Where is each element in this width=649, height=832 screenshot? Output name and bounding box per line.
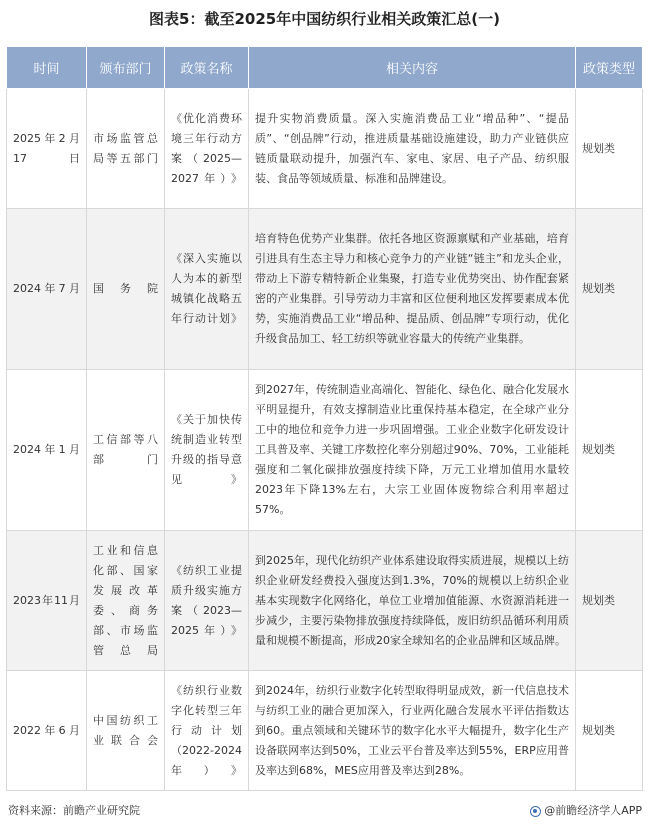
brand-logo-icon	[530, 806, 541, 817]
table-header-row	[7, 47, 643, 89]
cell-policy-name: 《优化消费环境三年行动方案（2025—2027年）》	[165, 89, 249, 209]
footer	[8, 801, 642, 821]
cell-time: 2024年1月	[7, 370, 87, 531]
brand-label: @前瞻经济学人APP	[544, 804, 642, 817]
cell-policy-type: 规划类	[576, 209, 643, 370]
chart-title: 图表5：截至2025年中国纺织行业相关政策汇总(一)	[149, 10, 500, 28]
cell-policy-type: 规划类	[576, 89, 643, 209]
cell-content: 到2027年，传统制造业高端化、智能化、绿色化、融合化发展水平明显提升，有效支撑制造业比重保持基本稳定，在全球产业分工中的地位和竞争力进一步巩固增强。工业企业数字化研发设计工具普及率、关键工序数控化率分别超过90%、70%，工业能耗强度和二氧化碳排放强度持续下降，万元工业增加值用水量较2023年下降13%左右，大宗工业固体废物综合利用率超过57%。	[249, 370, 576, 531]
cell-content: 提升实物消费质量。深入实施消费品工业“增品种”、“提品质”、“创品牌”行动，推进质量基础设施建设，助力产业链供应链质量联动提升，加强汽车、家电、家居、电子产品、纺织服装、食品等领域质量、标准和品牌建设。	[249, 89, 576, 209]
cell-content: 培育特色优势产业集群。依托各地区资源禀赋和产业基础，培育引进具有生态主导力和核心竞争力的产业链“链主”和龙头企业，带动上下游专精特新企业集聚，打造专业优势突出、协作配套紧密的产业集群。引导劳动力丰富和区位便利地区发挥要素成本优势，实施消费品工业“增品种、提品质、创品牌”专项行动，优化升级食品加工、轻工纺织等就业容量大的传统产业集群。	[249, 209, 576, 370]
header-content: 相关内容	[249, 47, 576, 89]
table-row	[7, 89, 643, 209]
header-policy-name: 政策名称	[165, 47, 249, 89]
cell-policy-name: 《纺织行业数字化转型三年行动计划（2022-2024年）》	[165, 671, 249, 791]
cell-policy-type: 规划类	[576, 370, 643, 531]
table-row	[7, 671, 643, 791]
header-time: 时间	[7, 47, 87, 89]
cell-time: 2023年11月	[7, 531, 87, 671]
source-note: 资料来源：前瞻产业研究院	[8, 804, 140, 817]
cell-policy-type: 规划类	[576, 671, 643, 791]
cell-content: 到2025年，现代化纺织产业体系建设取得实质进展，规模以上纺织企业研发经费投入强度达到1.3%，70%的规模以上纺织企业基本实现数字化网络化，单位工业增加值能源、水资源消耗进一步减少，主要污染物排放强度持续降低，废旧纺织品循环利用质量和规模不断提高，形成20家全球知名的企业品牌和区域品牌。	[249, 531, 576, 671]
header-policy-type: 政策类型	[576, 47, 643, 89]
policy-table	[6, 46, 643, 791]
cell-department: 工业和信息化部、国家发展改革委、商务部、市场监管总局	[87, 531, 165, 671]
cell-department: 国务院	[87, 209, 165, 370]
header-department: 颁布部门	[87, 47, 165, 89]
table-row	[7, 531, 643, 671]
table-row	[7, 370, 643, 531]
cell-policy-name: 《深入实施以人为本的新型城镇化战略五年行动计划》	[165, 209, 249, 370]
cell-policy-type: 规划类	[576, 531, 643, 671]
cell-policy-name: 《关于加快传统制造业转型升级的指导意见》	[165, 370, 249, 531]
table-row	[7, 209, 643, 370]
cell-time: 2024年7月	[7, 209, 87, 370]
cell-content: 到2024年，纺织行业数字化转型取得明显成效，新一代信息技术与纺织工业的融合更加深入，行业两化融合发展水平评估指数达到60。重点领域和关键环节的数字化水平大幅提升，数字化生产设备联网率达到50%，工业云平台普及率达到55%，ERP应用普及率达到68%，MES应用普及率达到28%。	[249, 671, 576, 791]
cell-department: 工信部等八部门	[87, 370, 165, 531]
brand-credit	[530, 801, 642, 821]
cell-time: 2025年2月17日	[7, 89, 87, 209]
cell-department: 中国纺织工业联合会	[87, 671, 165, 791]
cell-policy-name: 《纺织工业提质升级实施方案（2023—2025年）》	[165, 531, 249, 671]
cell-time: 2022年6月	[7, 671, 87, 791]
cell-department: 市场监管总局等五部门	[87, 89, 165, 209]
